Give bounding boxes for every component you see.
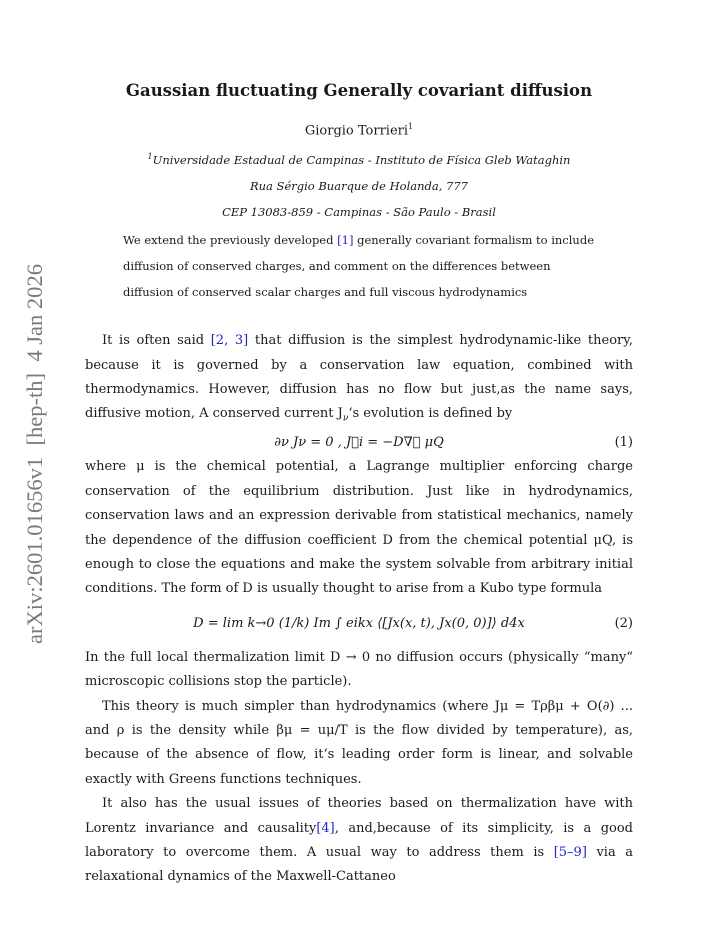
arxiv-stamp	[20, 262, 48, 646]
paragraph-5	[85, 792, 633, 890]
affiliation-superscript: 1	[147, 152, 153, 162]
arxiv-stamp-graphic	[20, 262, 48, 646]
paragraph-1-text-c: ‘s evolution is defined by	[348, 406, 513, 422]
affiliation-line-3: CEP 13083-859 - Campinas - São Paulo - Brasil	[222, 205, 496, 220]
equation-1-number: (1)	[614, 435, 633, 451]
author-name: Giorgio Torrieri	[304, 123, 409, 139]
author-line	[85, 118, 633, 140]
paper-page	[85, 78, 633, 890]
citation-link[interactable]: [4]	[316, 820, 335, 836]
citation-link[interactable]: [2, 3]	[210, 333, 249, 349]
abstract	[123, 227, 595, 305]
paragraph-1-text-b: that diffusion is the simplest hydrodynamic-like theory, because it is governed by a conservation law equation, combined with thermodynamics. However, diffusion has no flow but just,as the name says, diffusive motion, A conserved current J	[85, 333, 633, 422]
affiliation-institute: Universidade Estadual de Campinas - Instituto de Física Gleb Wataghin	[152, 153, 571, 168]
abstract-text-end: generally covariant formalism to include diffusion of conserved charges, and comment on the differences between diffusion of conserved scalar charges and full viscous hydrodynamics	[123, 233, 594, 300]
abstract-text-start: We extend the previously developed	[123, 233, 338, 248]
arxiv-stamp-text: arXiv:2601.01656v1 [hep-th] 4 Jan 2026	[22, 273, 47, 644]
paragraph-1-subscript: ν	[342, 413, 349, 424]
paragraph-1	[85, 329, 633, 431]
affiliation-line-2: Rua Sérgio Buarque de Holanda, 777	[249, 179, 468, 194]
author-superscript: 1	[408, 122, 414, 131]
equation-2	[85, 602, 633, 646]
paper-title: Gaussian fluctuating Generally covariant diffusion	[125, 81, 593, 100]
paragraph-3: In the full local thermalization limit D → 0 no diffusion occurs (physically “many“ microscopic collisions stop the particle).	[85, 649, 633, 690]
citation-link[interactable]: [5–9]	[553, 845, 587, 861]
equation-1-body: ∂ν Jν = 0 , J⃗i = −D∇⃗ μQ	[274, 435, 444, 451]
paragraph-5-text-b: , and,because of its simplicity, is a good laboratory to overcome them. A usual way to address them is	[85, 820, 633, 861]
paragraph-1-text-a: It is often said	[102, 333, 211, 349]
affiliation-line-1	[85, 144, 633, 173]
paragraph-2: where μ is the chemical potential, a Lagrange multiplier enforcing charge conservation of the equilibrium distribution. Just like in hydrodynamics, conservation laws and an expression derivable from statistical mechanics, namely the dependence of the diffusion coefficient D from the chemical potential μQ, is enough to close the equations and make the system solvable from arbitrary initial conditions. The form of D is usually thought to arise from a Kubo type formula	[85, 459, 633, 597]
paragraph-4: This theory is much simpler than hydrodynamics (where Jμ = Tρβμ + O(∂) ... and ρ is the density while βμ = uμ/T is the flow divided by temperature), as, because of the absence of flow, it‘s leading order form is linear, and solvable exactly with Greens functions techniques.	[85, 698, 633, 787]
equation-2-number: (2)	[614, 615, 633, 631]
paragraph-5-text-c: via a relaxational dynamics of the Maxwell-Cattaneo	[85, 845, 633, 885]
equation-1	[85, 431, 633, 455]
paragraph-5-text-a: It also has the usual issues of theories based on thermalization have with Lorentz invariance and causality	[85, 796, 633, 836]
affiliation	[85, 144, 633, 225]
equation-2-body: D = lim k→0 (1/k) Im ∫ eikx ⟨[Jx(x, t), Jx(0, 0)]⟩ d4x	[193, 615, 525, 631]
citation-link[interactable]: [1]	[337, 233, 354, 248]
